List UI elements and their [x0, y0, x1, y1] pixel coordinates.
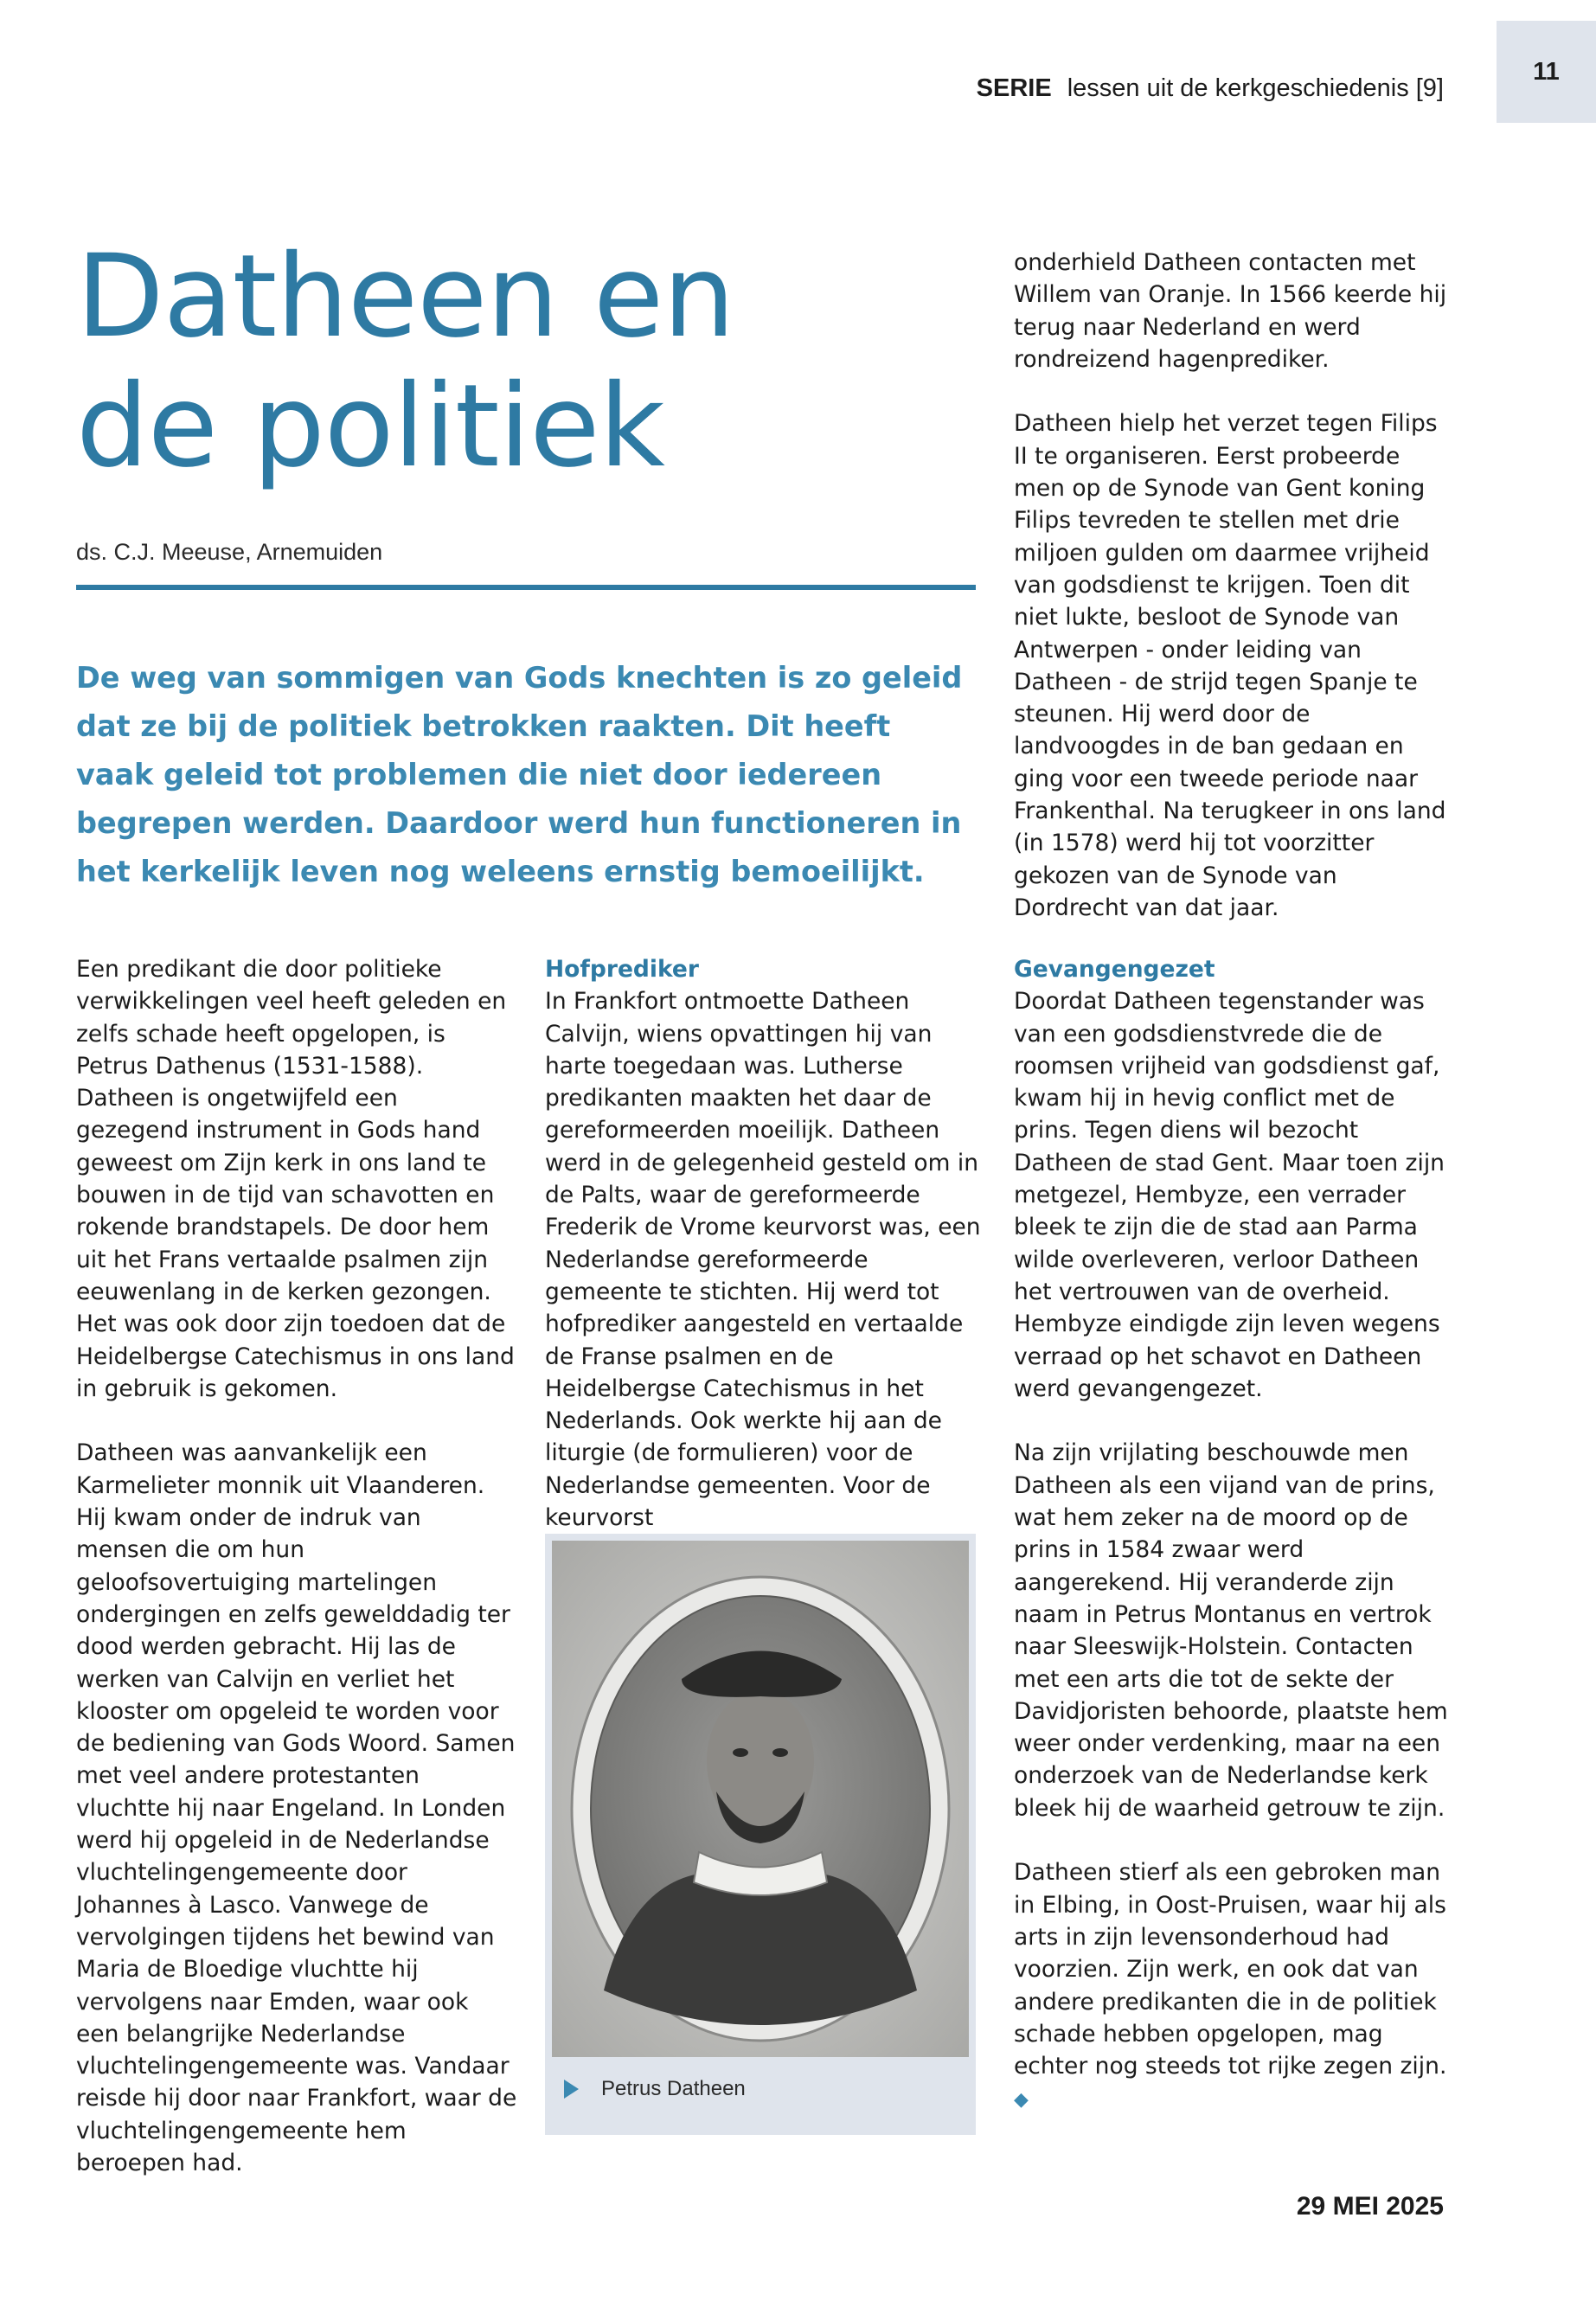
- subheading-gevangengezet: Gevangengezet: [1014, 956, 1215, 983]
- body-paragraph: Datheen hielp het verzet tegen Filips II te organiseren. Eerst probeerde men op de Synode van Gent koning Filips tevreden te stellen met drie miljoen gulden om daarmee vrijheid van godsdienst te krijgen. Toen dit niet lukte, besloot de Synode van Antwerpen - onder leiding van Datheen - de strijd tegen Spanje te steunen. Hij werd door de landvoogdes in de ban gedaan en ging voor een tweede periode naar Frankenthal. Na terugkeer in ons land (in 1578) werd hij tot voorzitter gekozen van de Synode van Dordrecht van dat jaar.: [1014, 410, 1446, 921]
- figure-caption-row: [564, 2077, 746, 2101]
- column-2: [545, 953, 986, 1534]
- figure-caption: Petrus Datheen: [601, 2077, 746, 2100]
- body-paragraph: Na zijn vrijlating beschouwde men Datheen als een vijand van de prins, wat hem zeker na de moord op de prins in 1584 zwaar werd aangerekend. Hij veranderde zijn naam in Petrus Montanus en vertrok naar Sleeswijk-Holstein. Contacten met een arts die tot de sekte der Davidjoristen behoorde, plaatste hem weer onder verdenking, maar na een onderzoek van de Nederlandse kerk bleek hij de waarheid getrouw te zijn.: [1014, 1439, 1448, 1822]
- column-3-top: [1014, 247, 1455, 924]
- body-paragraph-text: Datheen stierf als een gebroken man in Elbing, in Oost-Pruisen, waar hij als arts in zijn levensonderhoud had voorzien. Zijn werk, en ook dat van andere predikanten die in de politiek schade hebben opgelopen, mag echter nog steeds tot rijke zegen zijn.: [1014, 1859, 1447, 2080]
- article-title: [76, 232, 976, 491]
- title-divider: [76, 585, 976, 590]
- body-paragraph: In Frankfort ontmoette Datheen Calvijn, wiens opvattingen hij van harte toegedaan was. Lutherse predikanten maakten het daar de gereformeerden moeilijk. Datheen werd in de gelegenheid gesteld om in de Palts, waar de gereformeerde Frederik de Vrome keurvorst was, een Nederlandse gereformeerde gemeente te stichten. Hij werd tot hofprediker aangesteld en vertaalde de Franse psalmen en de Heidelbergse Catechismus in het Nederlands. Ook werkte hij aan de liturgie (de formulieren) voor de Nederlandse gemeenten. Voor de keurvorst: [545, 988, 981, 1532]
- closing-paragraph: [1014, 1856, 1455, 2116]
- page-number: 11: [1533, 57, 1560, 86]
- page-number-tab: [1497, 21, 1596, 123]
- subheading-hofprediker: Hofprediker: [545, 956, 699, 983]
- body-paragraph: Doordat Datheen tegenstander was van een godsdienstvrede die de roomsen vrijheid van godsdienst gaf, kwam hij in hevig conflict met de prins. Tegen diens wil bezocht Datheen de stad Gent. Maar toen zijn metgezel, Hembyze, een verrader bleek te zijn die de stad aan Parma wilde overleveren, verloor Datheen het vertrouwen van de overheid. Hembyze eindigde zijn leven wegens verraad op het schavot en Datheen werd gevangengezet.: [1014, 988, 1445, 1402]
- column-1: [76, 953, 517, 2179]
- body-paragraph: Een predikant die door politieke verwikkelingen veel heeft geleden en zelfs schade heeft opgelopen, is Petrus Dathenus (1531-1588). Datheen is ongetwijfeld een gezegend instrument in Gods hand geweest om Zijn kerk in ons land te bouwen in de tijd van schavotten en rokende brandstapels. De door hem uit het Frans vertaalde psalmen zijn eeuwenlang in de kerken gezongen. Het was ook door zijn toedoen dat de Heidelbergse Catechismus in ons land in gebruik is gekomen.: [76, 956, 515, 1402]
- portrait-engraving-image: [552, 1541, 969, 2057]
- series-label: SERIE: [976, 74, 1052, 102]
- author-byline: ds. C.J. Meeuse, Arnemuiden: [76, 539, 383, 565]
- series-header: [977, 74, 1444, 103]
- column-3: [1014, 953, 1455, 2117]
- body-paragraph: Datheen was aanvankelijk een Karmelieter monnik uit Vlaanderen. Hij kwam onder de indruk van mensen die om hun geloofsovertuiging martelingen ondergingen en zelfs gewelddadig ter dood werden gebracht. Hij las de werken van Calvijn en verliet het klooster om opgeleid te worden voor de bediening van Gods Woord. Samen met veel andere protestanten vluchtte hij naar Engeland. In Londen werd hij opgeleid in de Nederlandse vluchtelingengemeente door Johannes à Lasco. Vanwege de vervolgingen tijdens het bewind van Maria de Bloedige vluchtte hij vervolgens naar Emden, waar ook een belangrijke Nederlandse vluchtelingengemeente was. Vandaar reisde hij door naar Frankfort, waar de vluchtelingengemeente hem beroepen had.: [76, 1439, 517, 2176]
- series-title: lessen uit de kerkgeschiedenis [9]: [1067, 74, 1444, 102]
- issue-date: 29 MEI 2025: [1296, 2192, 1444, 2221]
- title-line-1: Datheen en: [76, 230, 734, 363]
- lead-paragraph: De weg van sommigen van Gods knechten is zo geleid dat ze bij de politiek betrokken raakten. Dit heeft vaak geleid tot problemen die niet door iedereen begrepen werden. Daardoor werd hun functioneren in het kerkelijk leven nog weleens ernstig bemoeilijkt.: [76, 661, 963, 888]
- title-line-2: de politiek: [76, 360, 664, 493]
- end-mark-diamond-icon: ◆: [1014, 2089, 1029, 2112]
- body-paragraph: onderhield Datheen contacten met Willem van Oranje. In 1566 keerde hij terug naar Nederland en werd rondreizend hagenprediker.: [1014, 249, 1447, 373]
- caption-arrow-icon: [564, 2080, 579, 2099]
- portrait-figure: [545, 1534, 976, 2135]
